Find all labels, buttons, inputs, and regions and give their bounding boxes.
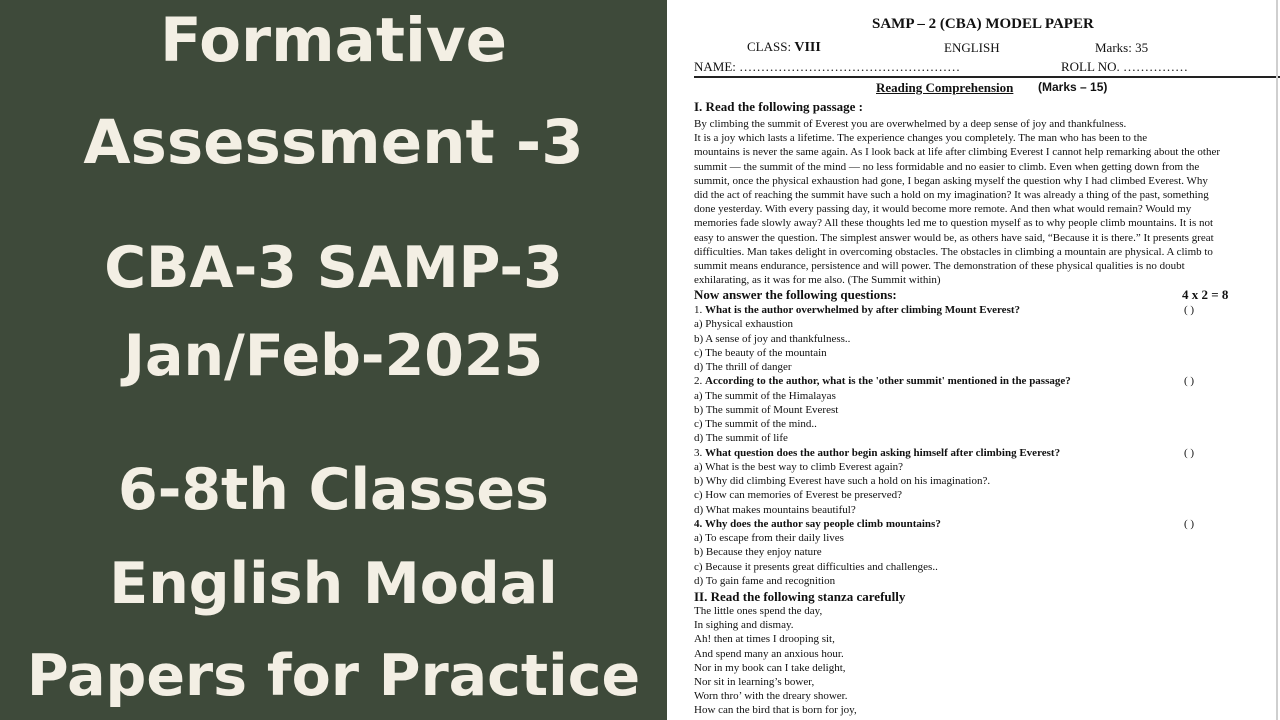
section-marks: (Marks – 15) xyxy=(1038,80,1108,94)
question-number: 3. xyxy=(694,446,705,459)
question-number: 4. xyxy=(694,517,705,530)
marks-label: Marks: 35 xyxy=(1095,40,1149,55)
answer-bracket: ( ) xyxy=(1184,304,1195,316)
stanza-line: And spend many an anxious hour. xyxy=(694,647,844,660)
answer-option: a) Physical exhaustion xyxy=(694,318,793,331)
stanza-heading: II. Read the following stanza carefully xyxy=(694,589,906,604)
stanza-line: Ah! then at times I drooping sit, xyxy=(694,633,835,646)
question-row xyxy=(694,374,1254,388)
answer-option: b) Why did climbing Everest have such a hold on his imagination?. xyxy=(694,475,991,487)
passage-line: difficulties. Man takes delight in overcoming obstacles. The obstacles in climbing a mountain are physical. A climb to xyxy=(694,245,1213,258)
class-label xyxy=(747,39,821,56)
reading-passage xyxy=(694,117,1220,287)
class-value: VIII xyxy=(794,40,821,55)
page-edge xyxy=(1276,0,1278,720)
stanza-line: Nor sit in learning’s bower, xyxy=(694,675,815,688)
question-list xyxy=(694,303,1254,588)
passage-heading: I. Read the following passage : xyxy=(694,99,864,114)
answer-bracket: ( ) xyxy=(1184,446,1195,459)
answer-option: b) The summit of Mount Everest xyxy=(694,403,839,416)
question-text: What question does the author begin asking himself after climbing Everest? xyxy=(705,446,1061,459)
answer-heading: Now answer the following questions: xyxy=(694,287,897,302)
subject-label: ENGLISH xyxy=(944,40,1000,55)
question-row xyxy=(694,446,1254,460)
answer-option: a) What is the best way to climb Everest again? xyxy=(694,460,904,473)
passage-line: summit — the summit of the mind — no less formidable and no easier to climb. Even when getting down from the xyxy=(694,160,1200,173)
answer-option: d) The summit of life xyxy=(694,432,788,445)
stanza-line: The little ones spend the day, xyxy=(694,605,823,617)
answer-option: c) The summit of the mind.. xyxy=(694,418,817,430)
passage-line: summit means endurance, persistence and will power. The demonstration of these physical qualities is no doubt xyxy=(694,259,1185,272)
question-number: 1. xyxy=(694,304,705,316)
promo-line-classes: 6-8th Classes xyxy=(118,457,549,523)
question-text: According to the author, what is the 'other summit' mentioned in the passage? xyxy=(705,375,1071,388)
model-paper xyxy=(667,0,1280,720)
passage-line: By climbing the summit of Everest you are overwhelmed by a deep sense of joy and thankfulness. xyxy=(694,118,1127,130)
question-row xyxy=(694,517,1254,531)
answer-option: d) To gain fame and recognition xyxy=(694,574,836,587)
promo-line-cba-samp: CBA-3 SAMP-3 xyxy=(104,235,563,301)
promo-line-assessment: Assessment -3 xyxy=(83,107,584,178)
passage-line: It is a joy which lasts a lifetime. The experience changes you completely. The man who has been to the xyxy=(694,132,1148,145)
stanza-line: Worn thro’ with the dreary shower. xyxy=(694,690,848,703)
class-prefix: CLASS: xyxy=(747,39,795,54)
question-text: Why does the author say people climb mountains? xyxy=(704,517,941,530)
answer-option: c) The beauty of the mountain xyxy=(694,346,827,359)
answer-option: a) The summit of the Himalayas xyxy=(694,389,836,402)
answer-bracket: ( ) xyxy=(1184,375,1195,388)
promo-line-english-modal: English Modal xyxy=(109,551,558,617)
question-number: 2. xyxy=(694,375,705,388)
roll-number-field: ROLL NO. …………… xyxy=(1061,59,1188,74)
passage-line: exhilarating, as it was for me also. (The Summit within) xyxy=(694,274,941,287)
promo-line-formative: Formative xyxy=(159,5,508,76)
stanza-line: In sighing and dismay. xyxy=(694,619,794,632)
header-divider xyxy=(694,76,1280,78)
answer-option: a) To escape from their daily lives xyxy=(694,532,844,544)
answer-option: d) The thrill of danger xyxy=(694,361,792,373)
name-field: NAME: …………………………………………… xyxy=(694,59,961,74)
section-title: Reading Comprehension xyxy=(876,80,1014,95)
passage-line: easy to answer the question. The simplest answer would be, as others have said, “Because it is there.” It presents great xyxy=(694,231,1214,244)
answer-option: c) How can memories of Everest be preserved? xyxy=(694,489,902,502)
answer-option: b) Because they enjoy nature xyxy=(694,546,822,559)
promo-line-practice: Papers for Practice xyxy=(26,643,641,709)
answer-option: d) What makes mountains beautiful? xyxy=(694,503,856,516)
answer-option: b) A sense of joy and thankfulness.. xyxy=(694,332,851,345)
passage-line: mountains is never the same again. As I look back at life after climbing Everest I cannot help remarking about the other xyxy=(694,146,1220,159)
question-text: What is the author overwhelmed by after climbing Mount Everest? xyxy=(705,304,1021,316)
answer-marks: 4 x 2 = 8 xyxy=(1182,287,1229,302)
promo-line-date: Jan/Feb-2025 xyxy=(123,323,544,389)
answer-bracket: ( ) xyxy=(1184,517,1195,530)
passage-line: did the act of reaching the summit have such a hold on my imagination? It was already a thing of the past, something xyxy=(694,188,1209,201)
passage-line: summit, once the physical exhaustion had gone, I began asking myself the question why I had climbed Everest. Why xyxy=(694,174,1208,187)
paper-title: SAMP – 2 (CBA) MODEL PAPER xyxy=(872,16,1094,32)
passage-line: done yesterday. With every passing day, it would become more remote. And then what would remain? Would my xyxy=(694,203,1192,216)
passage-line: memories fade slowly away? All these thoughts led me to question myself as to why people climb mountains. It is not xyxy=(694,217,1214,230)
stanza-line: How can the bird that is born for joy, xyxy=(694,704,857,717)
stanza-line: Nor in my book can I take delight, xyxy=(694,661,846,674)
poem-stanza xyxy=(694,604,857,718)
answer-option: c) Because it presents great difficulties and challenges.. xyxy=(694,560,938,573)
question-row xyxy=(694,303,1254,317)
